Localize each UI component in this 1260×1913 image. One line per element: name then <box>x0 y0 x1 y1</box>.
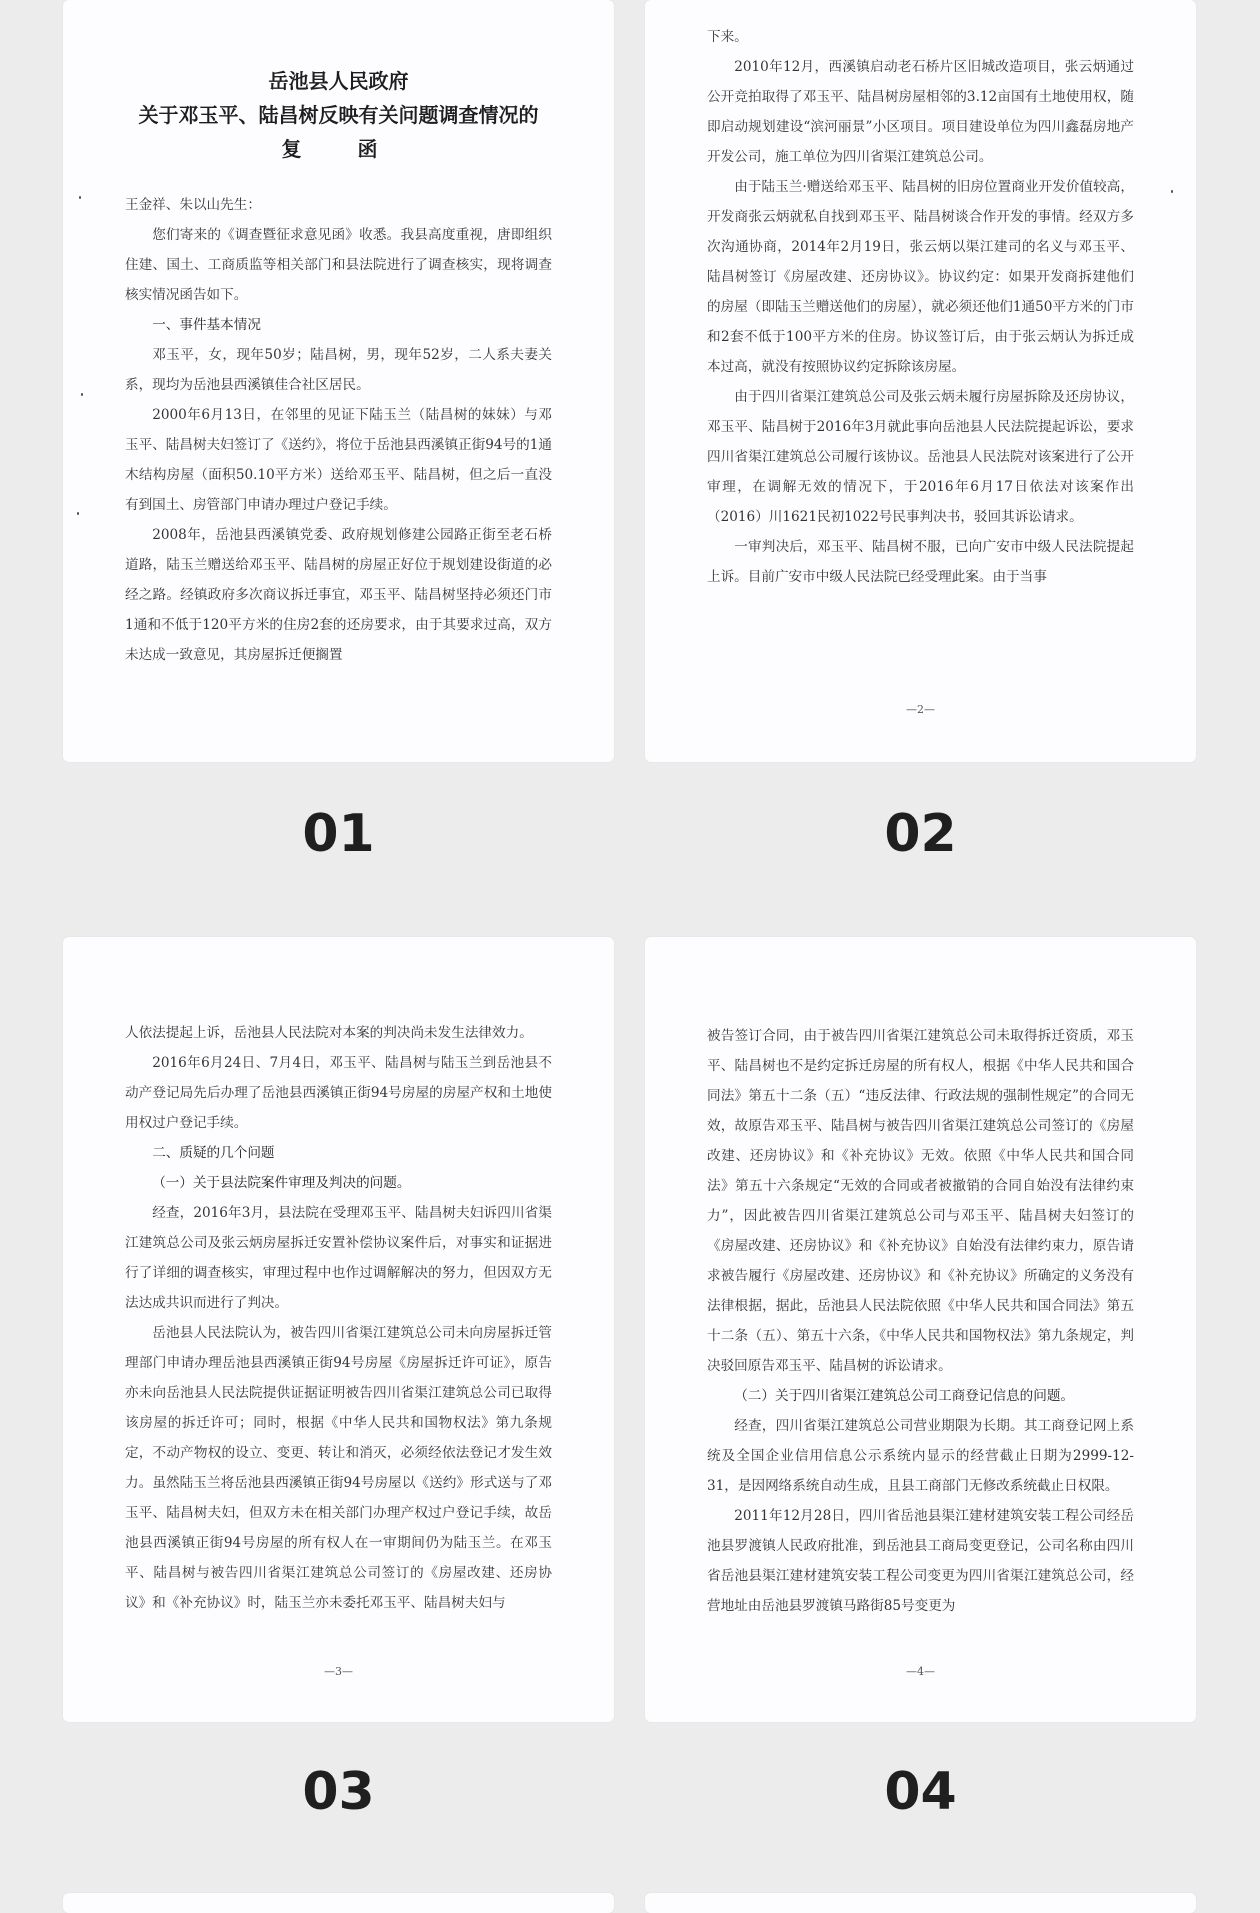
paragraph: 下来。 <box>707 29 748 45</box>
document-page-5-partial <box>63 1893 614 1913</box>
document-page-1 <box>63 0 614 762</box>
paragraph: 由于四川省渠江建筑总公司及张云炳未履行房屋拆除及还房协议，邓玉平、陆昌树于2016年3月就此事向岳池县人民法院提起诉讼，要求四川省渠江建筑总公司履行该协议。岳池县人民法院对该案进行了公开审理，在调解无效的情况下，于2016年6月17日依法对该案作出（2016）川1621民初1022号民事判决书，驳回其诉讼请求。 <box>707 389 1134 525</box>
page-label-03: 03 <box>302 1762 375 1822</box>
paragraph: 您们寄来的《调查暨征求意见函》收悉。我县高度重视，唐即组织住建、国土、工商质监等相关部门和县法院进行了调查核实，现将调查核实情况函告如下。 <box>125 227 552 303</box>
paragraph: 经查，四川省渠江建筑总公司营业期限为长期。其工商登记网上系统及全国企业信用信息公示系统内显示的经营截止日期为2999-12-31，是因网络系统自动生成，且县工商部门无修改系统截止日权限。 <box>707 1418 1134 1494</box>
scan-speck <box>77 512 79 515</box>
scan-speck <box>81 393 83 396</box>
paragraph: 由于陆玉兰·赠送给邓玉平、陆昌树的旧房位置商业开发价值较高，开发商张云炳就私自找到邓玉平、陆昌树谈合作开发的事情。经双方多次沟通协商，2014年2月19日，张云炳以渠江建司的名义与邓玉平、陆昌树签订《房屋改建、还房协议》。协议约定：如果开发商拆建他们的房屋（即陆玉兰赠送他们的房屋），就必须还他们1通50平方米的门市和2套不低于100平方米的住房。协议签订后，由于张云炳认为拆迁成本过高，就没有按照协议约定拆除该房屋。 <box>707 179 1134 375</box>
page-label-02: 02 <box>884 804 957 864</box>
document-page-6-partial <box>645 1893 1196 1913</box>
document-title-line-3: 复 函 <box>281 137 396 161</box>
salutation: 王金祥、朱以山先生： <box>125 197 261 213</box>
paragraph: 一审判决后，邓玉平、陆昌树不服，已向广安市中级人民法院提起上诉。目前广安市中级人民法院已经受理此案。由于当事 <box>707 539 1134 585</box>
section-heading: 一、事件基本情况 <box>152 317 261 333</box>
paragraph: 经查，2016年3月，县法院在受理邓玉平、陆昌树夫妇诉四川省渠江建筑总公司及张云炳房屋拆迁安置补偿协议案件后，对事实和证据进行了详细的调查核实，审理过程中也作过调解解决的努力，但因双方无法达成共识而进行了判决。 <box>125 1205 552 1311</box>
document-page-4 <box>645 937 1196 1722</box>
document-title-line-1: 岳池县人民政府 <box>268 69 409 93</box>
paragraph: 2011年12月28日，四川省岳池县渠江建材建筑安装工程公司经岳池县罗渡镇人民政府批准，到岳池县工商局变更登记，公司名称由四川省岳池县渠江建材建筑安装工程公司变更为四川省渠江建筑总公司，经营地址由岳池县罗渡镇马路街85号变更为 <box>707 1508 1134 1614</box>
document-page-2 <box>645 0 1196 762</box>
paragraph: 2016年6月24日、7月4日，邓玉平、陆昌树与陆玉兰到岳池县不动产登记局先后办理了岳池县西溪镇正街94号房屋的房屋产权和土地使用权过户登记手续。 <box>125 1055 552 1131</box>
page-number: —2— <box>906 703 935 716</box>
page-number: —3— <box>324 1665 353 1678</box>
paragraph: 岳池县人民法院认为，被告四川省渠江建筑总公司未向房屋拆迁管理部门申请办理岳池县西溪镇正街94号房屋《房屋拆迁许可证》，原告亦未向岳池县人民法院提供证据证明被告四川省渠江建筑总公司已取得该房屋的拆迁许可；同时，根据《中华人民共和国物权法》第九条规定，不动产物权的设立、变更、转让和消灭，必须经依法登记才发生效力。虽然陆玉兰将岳池县西溪镇正街94号房屋以《送约》形式送与了邓玉平、陆昌树夫妇，但双方未在相关部门办理产权过户登记手续，故岳池县西溪镇正街94号房屋的所有权人在一审期间仍为陆玉兰。在邓玉平、陆昌树与被告四川省渠江建筑总公司签订的《房屋改建、还房协议》和《补充协议》时，陆玉兰亦未委托邓玉平、陆昌树夫妇与 <box>125 1325 552 1611</box>
paragraph: 邓玉平，女，现年50岁；陆昌树，男，现年52岁，二人系夫妻关系，现均为岳池县西溪镇佳合社区居民。 <box>125 347 552 393</box>
paragraph: 人依法提起上诉，岳池县人民法院对本案的判决尚未发生法律效力。 <box>125 1025 533 1041</box>
section-heading: 二、质疑的几个问题 <box>152 1145 275 1161</box>
paragraph: 2010年12月，西溪镇启动老石桥片区旧城改造项目，张云炳通过公开竞拍取得了邓玉平、陆昌树房屋相邻的3.12亩国有土地使用权，随即启动规划建设“滨河丽景”小区项目。项目建设单位为四川鑫磊房地产开发公司，施工单位为四川省渠江建筑总公司。 <box>707 59 1134 165</box>
document-title-line-2: 关于邓玉平、陆昌树反映有关问题调查情况的 <box>138 103 539 127</box>
paragraph: 2008年，岳池县西溪镇党委、政府规划修建公园路正街至老石桥道路，陆玉兰赠送给邓玉平、陆昌树的房屋正好位于规划建设街道的必经之路。经镇政府多次商议拆迁事宜，邓玉平、陆昌树坚持必须还门市1通和不低于120平方米的住房2套的还房要求，由于其要求过高，双方未达成一致意见，其房屋拆迁便搁置 <box>125 527 552 663</box>
scan-speck <box>1171 190 1173 193</box>
page-number: —4— <box>906 1665 935 1678</box>
document-page-3 <box>63 937 614 1722</box>
scan-speck <box>79 196 81 199</box>
paragraph: 2000年6月13日，在邻里的见证下陆玉兰（陆昌树的妹妹）与邓玉平、陆昌树夫妇签订了《送约》，将位于岳池县西溪镇正街94号的1通木结构房屋（面积50.10平方米）送给邓玉平、陆昌树，但之后一直没有到国土、房管部门申请办理过户登记手续。 <box>125 407 552 513</box>
paragraph: 被告签订合同，由于被告四川省渠江建筑总公司未取得拆迁资质，邓玉平、陆昌树也不是约定拆迁房屋的所有权人，根据《中华人民共和国合同法》第五十二条（五）“违反法律、行政法规的强制性规定”的合同无效，故原告邓玉平、陆昌树与被告四川省渠江建筑总公司签订的《房屋改建、还房协议》和《补充协议》无效。依照《中华人民共和国合同法》第五十六条规定“无效的合同或者被撤销的合同自始没有法律约束力”，因此被告四川省渠江建筑总公司与邓玉平、陆昌树夫妇签订的《房屋改建、还房协议》和《补充协议》自始没有法律约束力，原告请求被告履行《房屋改建、还房协议》和《补充协议》所确定的义务没有法律根据，据此，岳池县人民法院依照《中华人民共和国合同法》第五十二条（五）、第五十六条，《中华人民共和国物权法》第九条规定，判决驳回原告邓玉平、陆昌树的诉讼请求。 <box>707 1028 1134 1374</box>
subsection-heading: （一）关于县法院案件审理及判决的问题。 <box>152 1175 411 1191</box>
page-label-04: 04 <box>884 1762 957 1822</box>
subsection-heading: （二）关于四川省渠江建筑总公司工商登记信息的问题。 <box>734 1388 1075 1404</box>
page-label-01: 01 <box>302 804 375 864</box>
